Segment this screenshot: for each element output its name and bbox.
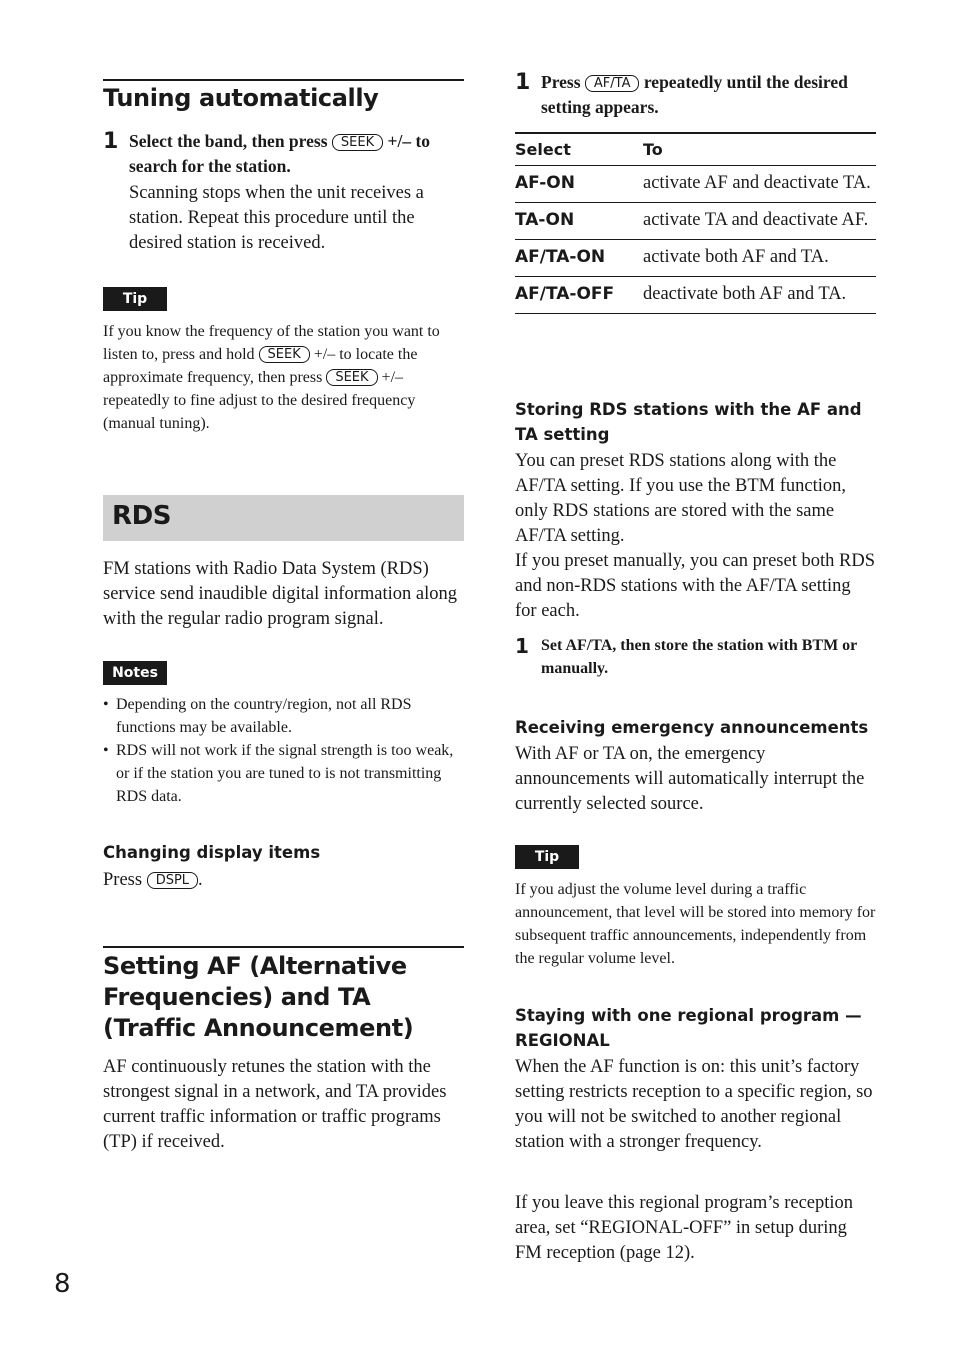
heading-storing-rds-stations: Storing RDS stations with the AF and TA setting [515,400,862,444]
table-row [515,277,876,314]
table-cell-select: AF-ON [515,166,643,203]
heading-receiving-emergency: Receiving emergency announcements [515,718,869,737]
section-rule [103,79,464,81]
af-ta-table [515,132,876,314]
table-cell-select: TA-ON [515,203,643,240]
af-ta-intro: AF continuously retunes the station with the strongest signal in a network, and TA provides current traffic information or traffic programs (TP) if received. [103,1057,447,1152]
table-row [515,203,876,240]
step-description: Scanning stops when the unit receives a station. Repeat this procedure until the desired station is received. [129,183,424,253]
notes-box [103,661,464,685]
emergency-text: With AF or TA on, the emergency announcements will automatically interrupt the currently selected source. [515,744,865,814]
table-row [515,166,876,203]
table-cell-select: AF/TA-ON [515,240,643,277]
rds-intro: FM stations with Radio Data System (RDS) service send inaudible digital information along with the regular radio program signal. [103,559,457,629]
table-cell-select: AF/TA-OFF [515,277,643,314]
page-number: 8 [54,1269,71,1299]
tip-box [515,845,876,869]
tip-text: If you know the frequency of the station you want to listen to, press and hold SEEK +/– to locate the approximate frequency, then press SEEK +/– repeatedly to fine adjust to the desired frequency (manual tuning). [103,323,440,432]
table-header-to: To [643,133,876,166]
note-item: • RDS will not work if the signal strength is too weak, or if the station you are tuned to is not transmitting RDS data. [103,739,464,808]
regional-paragraph-1: When the AF function is on: this unit’s factory setting restricts reception to a specific region, so you will not be switched to another regional station with a stronger frequency. [515,1057,873,1152]
step-instruction: Set AF/TA, then store the station with BTM or manually. [541,637,857,677]
storing-paragraph-2: If you preset manually, you can preset both RDS and non-RDS stations with the AF/TA setting for each. [515,551,875,621]
notes-badge: Notes [103,661,167,685]
storing-paragraph-1: You can preset RDS stations along with the AF/TA setting. If you use the BTM function, only RDS stations are stored with the same AF/TA setting. [515,451,846,546]
af-ta-step [515,70,876,120]
seek-key: SEEK [259,346,310,363]
step-number: 1 [103,129,119,154]
table-header-select: Select [515,133,643,166]
notes-list [103,693,464,808]
heading-setting-af-ta: Setting AF (Alternative Frequencies) and TA (Traffic Announcement) [103,952,414,1042]
seek-key: SEEK [332,134,383,151]
step-instruction: Press AF/TA repeatedly until the desired setting appears. [541,72,848,117]
af-ta-key: AF/TA [585,75,640,92]
tip-badge: Tip [103,287,167,311]
step-number: 1 [515,70,531,95]
regional-paragraph-2: If you leave this regional program’s reception area, set “REGIONAL-OFF” in setup during FM reception (page 12). [515,1193,854,1263]
step-instruction: Select the band, then press SEEK +/– to search for the station. [129,131,431,176]
heading-staying-regional: Staying with one regional program — REGIONAL [515,1006,862,1050]
tip-text: If you adjust the volume level during a traffic announcement, that level will be stored into memory for subsequent traffic announcements, independently from the regular volume level. [515,881,876,967]
tuning-step [103,129,464,256]
heading-changing-display-items: Changing display items [103,843,321,862]
tip-box [103,287,464,311]
note-item: • Depending on the country/region, not all RDS functions may be available. [103,693,464,739]
table-cell-to: activate AF and deactivate TA. [643,166,876,203]
dspl-key: DSPL [147,872,198,889]
table-cell-to: deactivate both AF and TA. [643,277,876,314]
table-cell-to: activate TA and deactivate AF. [643,203,876,240]
table-row [515,240,876,277]
section-rule [103,946,464,948]
storing-step [515,634,876,680]
seek-key: SEEK [326,369,377,386]
table-cell-to: activate both AF and TA. [643,240,876,277]
heading-tuning-automatically: Tuning automatically [103,84,379,112]
tip-badge: Tip [515,845,579,869]
display-instruction: Press DSPL . [103,870,203,890]
step-number: 1 [515,634,529,658]
heading-rds: RDS [112,501,172,531]
rds-heading-band [103,495,464,541]
